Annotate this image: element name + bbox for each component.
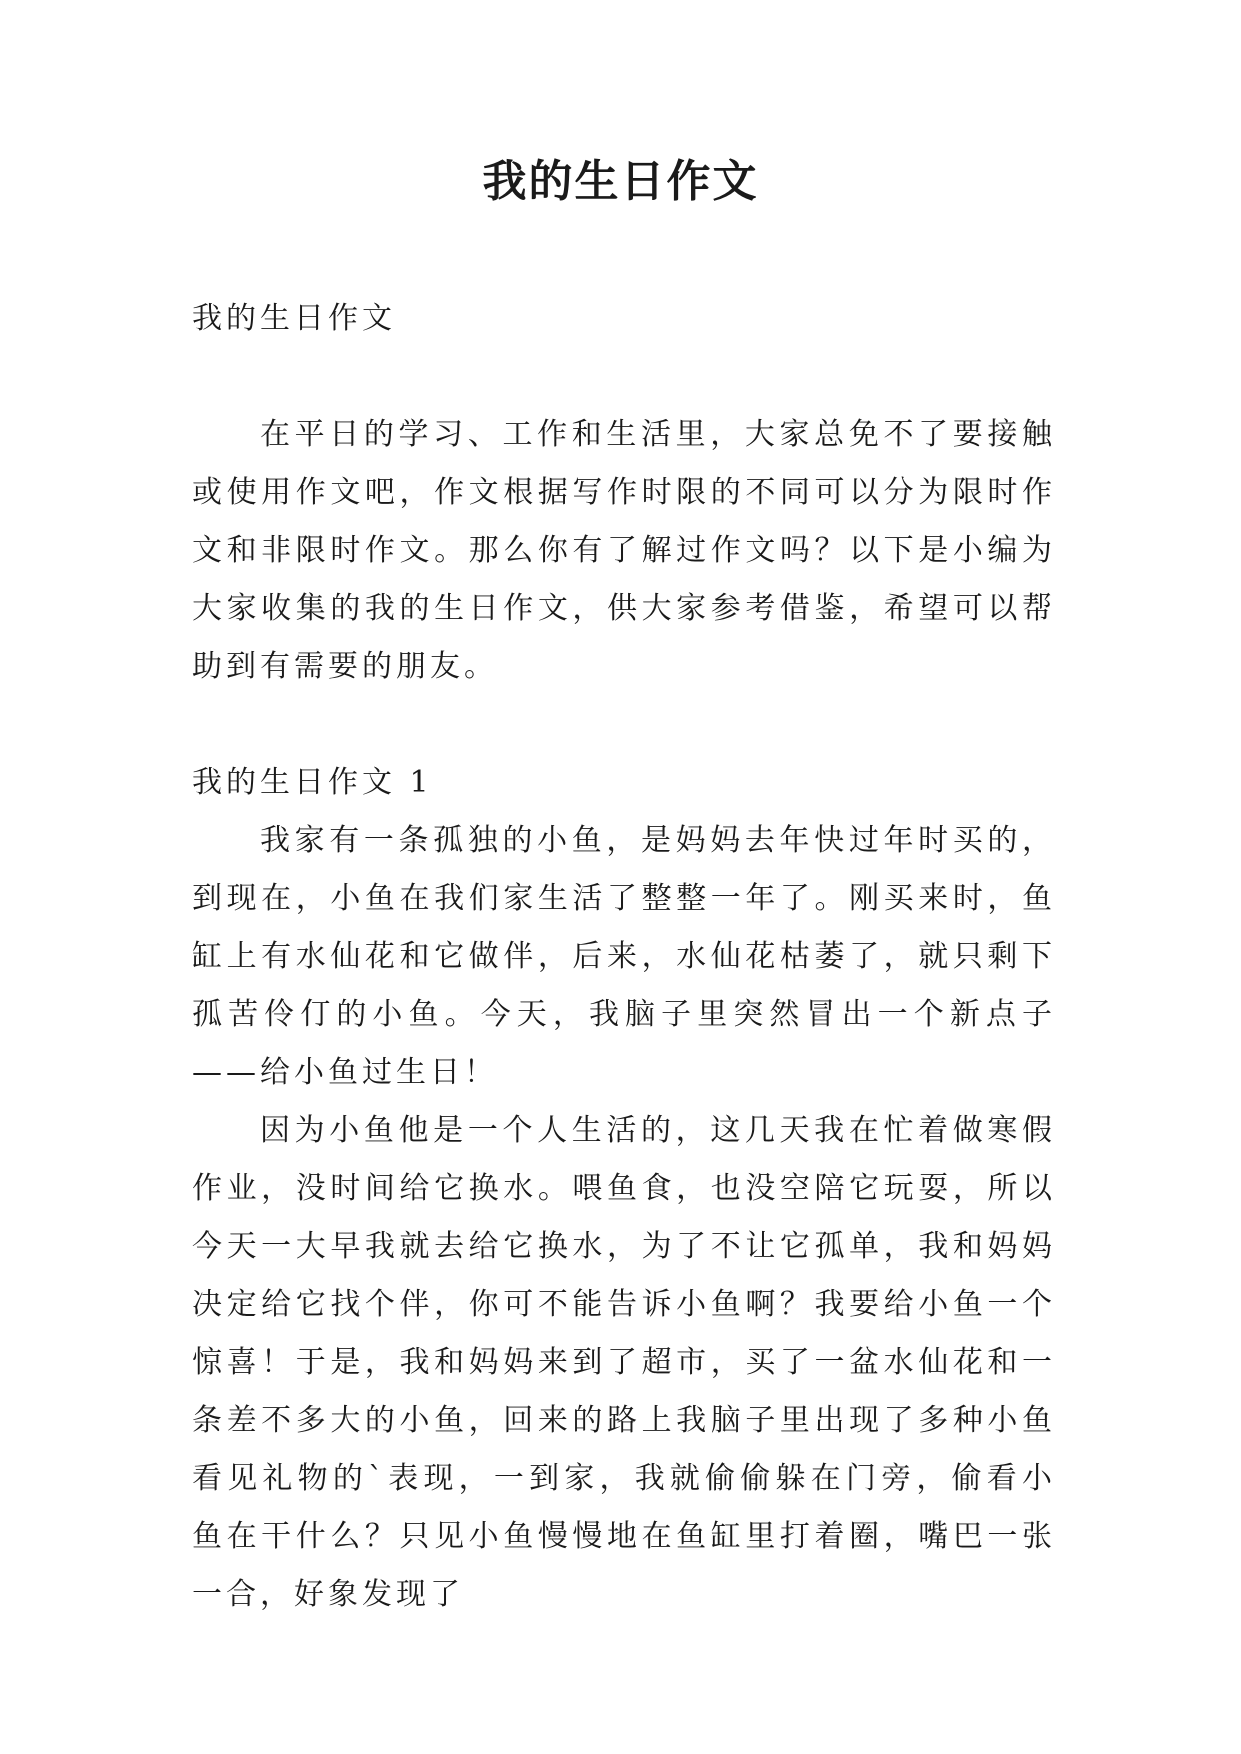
document-title: 我的生日作文 bbox=[482, 156, 759, 207]
body-paragraph-1: 我家有一条孤独的小鱼，是妈妈去年快过年时买的，到现在，小鱼在我们家生活了整整一年了。刚买来时，鱼缸上有水仙花和它做伴，后来，水仙花枯萎了，就只剩下孤苦伶仃的小鱼。今天，我脑子里突然冒出一个新点子——给小鱼过生日！ bbox=[192, 823, 1056, 1090]
section-heading: 我的生日作文 1 bbox=[192, 765, 433, 800]
subtitle: 我的生日作文 bbox=[192, 301, 396, 336]
document-body bbox=[192, 290, 1056, 1624]
body-paragraph-2: 因为小鱼他是一个人生活的，这几天我在忙着做寒假作业，没时间给它换水。喂鱼食，也没空陪它玩耍，所以今天一大早我就去给它换水，为了不让它孤单，我和妈妈决定给它找个伴，你可不能告诉小鱼啊？我要给小鱼一个惊喜！于是，我和妈妈来到了超市，买了一盆水仙花和一条差不多大的小鱼，回来的路上我脑子里出现了多种小鱼看见礼物的`表现，一到家，我就偷偷躲在门旁，偷看小鱼在干什么？只见小鱼慢慢地在鱼缸里打着圈，嘴巴一张一合，好象发现了 bbox=[192, 1113, 1056, 1612]
intro-paragraph: 在平日的学习、工作和生活里，大家总免不了要接触或使用作文吧，作文根据写作时限的不同可以分为限时作文和非限时作文。那么你有了解过作文吗？以下是小编为大家收集的我的生日作文，供大家参考借鉴，希望可以帮助到有需要的朋友。 bbox=[192, 417, 1056, 684]
